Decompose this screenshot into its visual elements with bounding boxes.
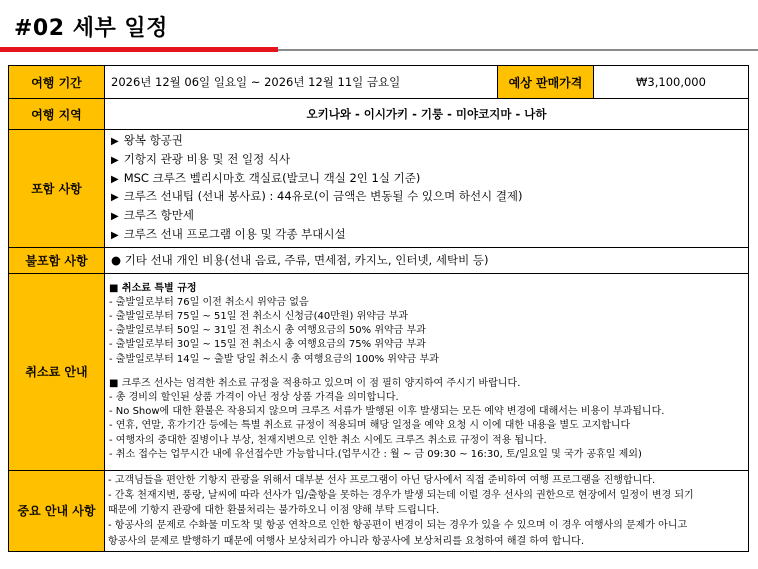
notice-line: - 간혹 천재지변, 풍랑, 날씨에 따라 선사가 입/출항을 못하는 경우가 발생 되는데 이럴 경우 선사의 권한으로 현장에서 일정이 변경 되기 — [108, 489, 694, 501]
included-label: 포함 사항 — [9, 130, 105, 248]
excluded-label: 불포함 사항 — [9, 247, 105, 273]
notice-line: 때문에 기항지 관광에 대한 환불처리는 불가하오니 이점 양해 부탁 드립니다. — [108, 505, 440, 517]
included-item: ▶ 크루즈 선내 프로그램 이용 및 각종 부대시설 — [111, 226, 742, 245]
row-included — [9, 130, 749, 248]
excluded-value: ● 기타 선내 개인 비용(선내 음료, 주류, 면세점, 카지노, 인터넷, 세탁비 등) — [105, 247, 749, 273]
cancel-note: - 연휴, 연말, 휴가기간 등에는 특별 취소료 규정이 적용되며 해당 일정을 예약 요청 시 이에 대한 내용을 별도 고지합니다 — [109, 420, 631, 432]
itinerary-table — [8, 65, 749, 552]
included-item: ▶ MSC 크루즈 벨리시마호 객실료(발코니 객실 2인 1실 기준) — [111, 170, 742, 189]
cancel-note: - 총 경비의 할인된 상품 가격이 아닌 정상 상품 가격을 의미합니다. — [109, 391, 399, 403]
section-header — [0, 0, 758, 52]
cancel-rule: - 출발일로부터 30일 ~ 15일 전 취소시 총 여행요금의 75% 위약금 부과 — [109, 339, 426, 351]
cancel-heading: ■ 취소료 특별 규정 — [109, 282, 197, 294]
price-value: ₩3,100,000 — [594, 66, 749, 99]
notice-line: - 항공사의 문제로 수화물 미도착 및 항공 연착으로 인한 항공편이 변경이 되는 경우가 있을 수 있으며 이 경우 여행사의 문제가 아니고 — [108, 520, 688, 532]
cancel-rule: - 출발일로부터 75일 ~ 51일 전 취소시 신청금(40만원) 위약금 부과 — [109, 310, 409, 322]
cancel-rule: - 출발일로부터 76일 이전 취소시 위약금 없음 — [109, 296, 309, 308]
cancel-note: - 여행자의 중대한 질병이나 부상, 천재지변으로 인한 취소 시에도 크루즈 취소료 규정이 적용 됩니다. — [109, 434, 547, 446]
notice-label: 중요 안내 사항 — [9, 470, 105, 551]
row-period — [9, 66, 749, 99]
price-label: 예상 판매가격 — [498, 66, 594, 99]
cancel-note: - No Show에 대한 환불은 작용되지 않으며 크루즈 서류가 발행된 이후 발생되는 모든 예약 변경에 대해서는 비용이 부과됩니다. — [109, 406, 665, 418]
notice-line: - 고객님들을 편안한 기항지 관광을 위해서 대부분 선사 프로그램이 아닌 당사에서 직접 준비하여 여행 프로그램을 진행합니다. — [108, 474, 656, 486]
row-notice — [9, 470, 749, 551]
row-excluded — [9, 247, 749, 273]
cancel-spacer — [109, 367, 744, 377]
period-value: 2026년 12월 06일 일요일 ~ 2026년 12월 11일 금요일 — [105, 66, 498, 99]
notice-cell — [105, 470, 749, 551]
included-cell — [105, 130, 749, 248]
cancel-note: - 취소 접수는 업무시간 내에 유선접수만 가능합니다.(업무시간 : 월 ~ 금 09:30 ~ 16:30, 토/일요일 및 국가 공휴일 제외) — [109, 448, 642, 460]
notice-line: 항공사의 문제로 발행하기 때문에 여행사 보상처리가 아니라 항공사에 보상처리를 요청하여 해결 하여 합니다. — [108, 535, 585, 547]
page-title: #02 세부 일정 — [14, 16, 168, 41]
row-cancel — [9, 273, 749, 470]
region-value: 오키나와 - 이시가키 - 기룽 - 미야코지마 - 나하 — [105, 99, 749, 130]
title-underline-accent — [0, 47, 278, 52]
period-label: 여행 기간 — [9, 66, 105, 99]
included-list — [105, 130, 748, 247]
included-item: ▶ 왕복 항공권 — [111, 132, 742, 151]
cancel-cell — [105, 273, 749, 470]
cancel-label: 취소료 안내 — [9, 273, 105, 470]
included-item: ▶ 크루즈 선내팁 (선내 봉사료) : 44유로(이 금액은 변동될 수 있으며 하선시 결제) — [111, 188, 742, 207]
title-underline — [278, 49, 758, 51]
cancel-rule: - 출발일로부터 50일 ~ 31일 전 취소시 총 여행요금의 50% 위약금 부과 — [109, 325, 426, 337]
cancel-subheading: ■ 크루즈 선사는 엄격한 취소료 규정을 적용하고 있으며 이 점 필히 양지하여 주시기 바랍니다. — [109, 377, 521, 389]
row-region — [9, 99, 749, 130]
cancel-rule: - 출발일로부터 14일 ~ 출발 당일 취소시 총 여행요금의 100% 위약금 부과 — [109, 353, 439, 365]
included-item: ▶ 기항지 관광 비용 및 전 일정 식사 — [111, 151, 742, 170]
included-item: ▶ 크루즈 항만세 — [111, 207, 742, 226]
region-label: 여행 지역 — [9, 99, 105, 130]
